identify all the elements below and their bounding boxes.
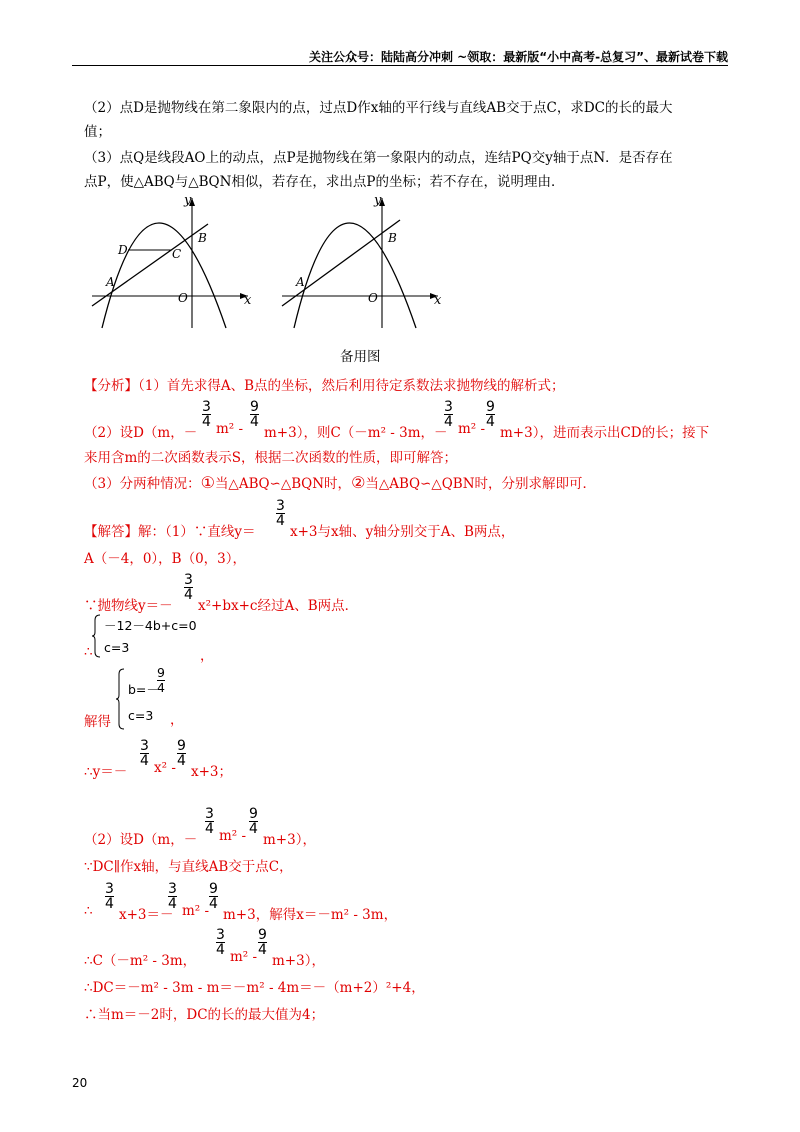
page-number: 20 <box>72 1076 88 1090</box>
solution-line1-b: x+3与x轴、y轴分别交于A、B两点， <box>290 524 515 540</box>
solution-line9-b: x+3＝－ <box>119 907 174 923</box>
solution-line9-a: ∴ <box>84 903 93 919</box>
fig1-label-c: C <box>172 247 182 261</box>
fig2-label-o: O <box>368 291 378 305</box>
solution-line7-a: （2）设D（m，－ <box>84 832 198 848</box>
solution-line10-a: ∴C（－m² - 3m， <box>84 953 197 969</box>
left-brace <box>92 614 102 658</box>
fig2-label-b: B <box>388 231 397 245</box>
solution-solving: 解得 <box>84 714 111 730</box>
analysis-line3: 来用含m的二次函数表示S，根据二次函数的性质，即可解答； <box>84 450 458 466</box>
analysis-line4-a: （3）分两种情况： <box>84 476 201 492</box>
analysis-line4-b: 当△ABQ∽△BQN时， <box>214 476 352 492</box>
fraction-3-4: $\frac{3}{4}$ <box>216 927 225 958</box>
fig1-label-a: A <box>106 275 115 289</box>
solution-line7-b: m² - <box>219 828 247 844</box>
circled-2: ② <box>351 473 366 492</box>
system2-eq1: b=－ <box>128 682 159 697</box>
system2-eq2: c=3 <box>128 708 154 723</box>
analysis-line2-c: m+3），则C（－m² - 3m，－ <box>264 425 448 441</box>
fig2-label-y: y <box>374 193 382 208</box>
solution-line3-a: ∵抛物线y＝－ <box>84 598 173 614</box>
analysis-line2-d: m² - <box>458 421 486 437</box>
fraction-3-4: $\frac{3}{4}$ <box>105 881 114 912</box>
fraction-3-4: $\frac{3}{4}$ <box>276 498 285 529</box>
header-rule <box>72 65 728 66</box>
circled-1: ① <box>200 473 215 492</box>
question-2-line2: 值； <box>84 124 111 140</box>
solution-line10-b: m² - <box>230 949 258 965</box>
solution-line11: ∴DC＝－m² - 3m - m＝－m² - 4m＝－（m+2）²+4， <box>84 980 425 996</box>
analysis-line1: 【分析】（1）首先求得A、B点的坐标，然后利用待定系数法求抛物线的解析式； <box>84 378 565 394</box>
fraction-9-4: $\frac{9}{4}$ <box>157 665 165 695</box>
left-brace <box>116 668 126 730</box>
solution-line6-a: ∴y＝－ <box>84 764 128 780</box>
fig1-label-y: y <box>184 193 192 208</box>
system1-eq2: c=3 <box>104 640 130 655</box>
fig2-label-a: A <box>296 275 305 289</box>
figure-graph-1 <box>88 192 268 332</box>
fraction-9-4: $\frac{9}{4}$ <box>258 927 267 958</box>
fraction-3-4: $\frac{3}{4}$ <box>202 399 211 430</box>
question-3-line2: 点P，使△ABQ与△BQN相似，若存在，求出点P的坐标；若不存在，说明理由． <box>84 174 565 190</box>
page-header: 关注公众号：陆陆高分冲刺 ~领取：最新版“小中高考-总复习”、最新试卷下载 <box>309 50 728 64</box>
fraction-3-4: $\frac{3}{4}$ <box>168 881 177 912</box>
fig1-label-b: B <box>198 231 207 245</box>
fig1-label-d: D <box>118 243 128 257</box>
fraction-9-4: $\frac{9}{4}$ <box>486 399 495 430</box>
solution-line1-a: 【解答】解：（1）∵直线y＝ <box>84 524 256 540</box>
fraction-9-4: $\frac{9}{4}$ <box>177 738 186 769</box>
solution-line10-c: m+3）， <box>272 953 325 969</box>
fraction-9-4: $\frac{9}{4}$ <box>249 806 258 837</box>
analysis-line2-b: m² - <box>216 421 244 437</box>
solution-line3-b: x²+bx+c经过A、B两点． <box>198 598 359 614</box>
question-3-line1: （3）点Q是线段AO上的动点，点P是抛物线在第一象限内的动点，连结PQ交y轴于点N．是否存在 <box>84 150 673 166</box>
system1-eq1: －12－4b+c=0 <box>104 618 197 633</box>
solution-comma: ， <box>200 648 214 664</box>
fraction-3-4: $\frac{3}{4}$ <box>140 738 149 769</box>
solution-line12: ∴当m＝－2时，DC的长的最大值为4； <box>84 1007 325 1023</box>
solution-line6-c: x+3； <box>191 764 233 780</box>
analysis-line4 <box>84 472 596 492</box>
solution-line6-b: x² - <box>154 760 176 776</box>
solution-therefore: ∴ <box>84 644 93 660</box>
fig1-label-x: x <box>244 293 252 308</box>
fig1-label-o: O <box>178 291 188 305</box>
fraction-3-4: $\frac{3}{4}$ <box>205 806 214 837</box>
solution-line7-c: m+3）， <box>263 832 316 848</box>
fig2-label-x: x <box>434 293 442 308</box>
question-2-line1: （2）点D是抛物线在第二象限内的点，过点D作x轴的平行线与直线AB交于点C，求DC的长的最大 <box>84 100 673 116</box>
analysis-line4-c: 当△ABQ∽△QBN时，分别求解即可． <box>365 476 597 492</box>
figure-caption: 备用图 <box>340 349 381 365</box>
solution-line2: A（－4，0），B（0，3）， <box>84 551 247 567</box>
solution-comma: ， <box>170 712 184 728</box>
figure-graph-2 <box>278 192 458 332</box>
analysis-line2-a: （2）设D（m，－ <box>84 425 198 441</box>
analysis-line2-e: m+3），进而表示出CD的长；接下 <box>500 425 710 441</box>
solution-line8: ∵DC∥作x轴，与直线AB交于点C， <box>84 859 293 875</box>
solution-line9-d: m+3，解得x＝－m² - 3m， <box>223 907 398 923</box>
fraction-3-4: $\frac{3}{4}$ <box>184 572 193 603</box>
fraction-9-4: $\frac{9}{4}$ <box>250 399 259 430</box>
fraction-3-4: $\frac{3}{4}$ <box>444 399 453 430</box>
solution-line9-c: m² - <box>182 903 210 919</box>
fraction-9-4: $\frac{9}{4}$ <box>209 881 218 912</box>
